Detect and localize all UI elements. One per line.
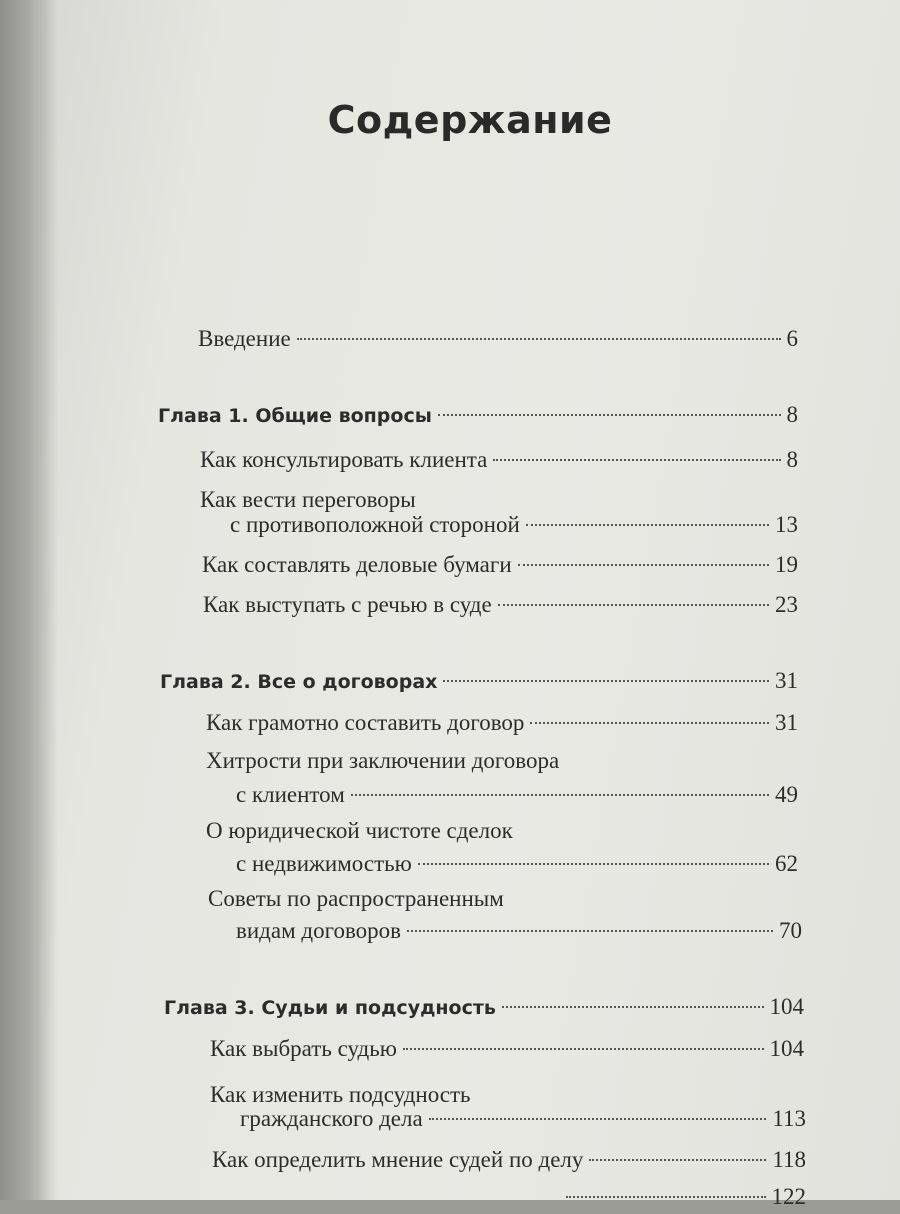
toc-entry-label: гражданского дела [240, 1106, 423, 1131]
toc-chapter-label: Глава 2. Все о договорах [160, 671, 438, 693]
toc-page-number: 31 [775, 710, 798, 735]
toc-page-number: 13 [775, 512, 798, 537]
toc-entry [236, 847, 798, 881]
toc-page-number: 62 [775, 851, 798, 876]
toc-page-number: 118 [772, 1147, 806, 1172]
toc-entry-label: с противоположной стороной [230, 512, 520, 537]
dot-leader [493, 459, 780, 461]
toc-entry-label: Как выбрать судью [210, 1036, 397, 1061]
toc-entry-label: с клиентом [236, 782, 345, 807]
toc-entry-intro [198, 322, 798, 356]
dot-leader [403, 1048, 764, 1050]
dot-leader [518, 564, 769, 566]
dot-leader [418, 863, 769, 865]
dot-leader [530, 722, 769, 724]
toc-page-number: 8 [786, 402, 798, 427]
dot-leader [526, 524, 769, 526]
dot-leader [589, 1159, 766, 1161]
dot-leader [407, 930, 773, 932]
toc-entry [200, 443, 798, 477]
toc-page-number: 23 [775, 592, 798, 617]
toc-entry-line1: Советы по распространенным [208, 886, 504, 911]
toc-page-number: 19 [775, 552, 798, 577]
toc-entry [206, 706, 798, 740]
toc-entry-line1: Как вести переговоры [200, 487, 416, 512]
book-page [40, 0, 900, 1209]
toc-entry [240, 1102, 806, 1136]
toc-page-number: 104 [769, 994, 804, 1019]
dot-leader [438, 414, 781, 416]
toc-entry [202, 548, 798, 582]
toc-page-number: 49 [775, 782, 798, 807]
toc-chapter-label: Глава 1. Общие вопросы [158, 405, 432, 427]
toc-entry-line1: Как изменить подсудность [210, 1082, 471, 1107]
dot-leader [443, 680, 769, 682]
toc-page-number: 8 [786, 447, 798, 472]
toc-entry [230, 508, 798, 542]
toc-page-number: 104 [769, 1036, 804, 1061]
toc-entry-line1: Хитрости при заключении договора [206, 748, 560, 773]
toc-page-number: 70 [779, 918, 802, 943]
toc-entry-cut-off [560, 1180, 806, 1214]
toc-entry-label: Как консультировать клиента [200, 447, 488, 472]
dot-leader [351, 794, 769, 796]
dot-leader [498, 604, 769, 606]
toc-entry-label: видам договоров [236, 918, 402, 943]
toc-chapter-2 [160, 664, 798, 699]
toc-page-number: 113 [772, 1106, 806, 1131]
toc-page-number: 122 [771, 1184, 806, 1209]
dot-leader [502, 1006, 764, 1008]
toc-page-number: 31 [775, 668, 798, 693]
toc-chapter-3 [164, 990, 804, 1025]
toc-page-number: 6 [786, 326, 798, 351]
toc-entry [212, 1143, 806, 1177]
toc-entry [236, 914, 802, 948]
toc-chapter-1 [158, 398, 798, 433]
toc-entry-label: Введение [198, 326, 291, 351]
dot-leader [297, 338, 781, 340]
toc-entry [210, 1032, 804, 1066]
toc-entry-label: Как выступать с речью в суде [203, 592, 492, 617]
toc-entry [236, 778, 798, 812]
toc-entry-label: Как грамотно составить договор [206, 710, 525, 735]
toc-entry-line1: О юридической чистоте сделок [206, 818, 513, 843]
toc-entry [203, 588, 798, 622]
page-title: Содержание [327, 98, 613, 142]
toc-chapter-label: Глава 3. Судьи и подсудность [164, 997, 496, 1019]
dot-leader [429, 1118, 767, 1120]
toc-entry-label: с недвижимостью [236, 851, 412, 876]
toc-entry-label: Как определить мнение судей по делу [212, 1147, 584, 1172]
toc-entry-label: Как составлять деловые бумаги [202, 552, 512, 577]
dot-leader [566, 1196, 766, 1198]
